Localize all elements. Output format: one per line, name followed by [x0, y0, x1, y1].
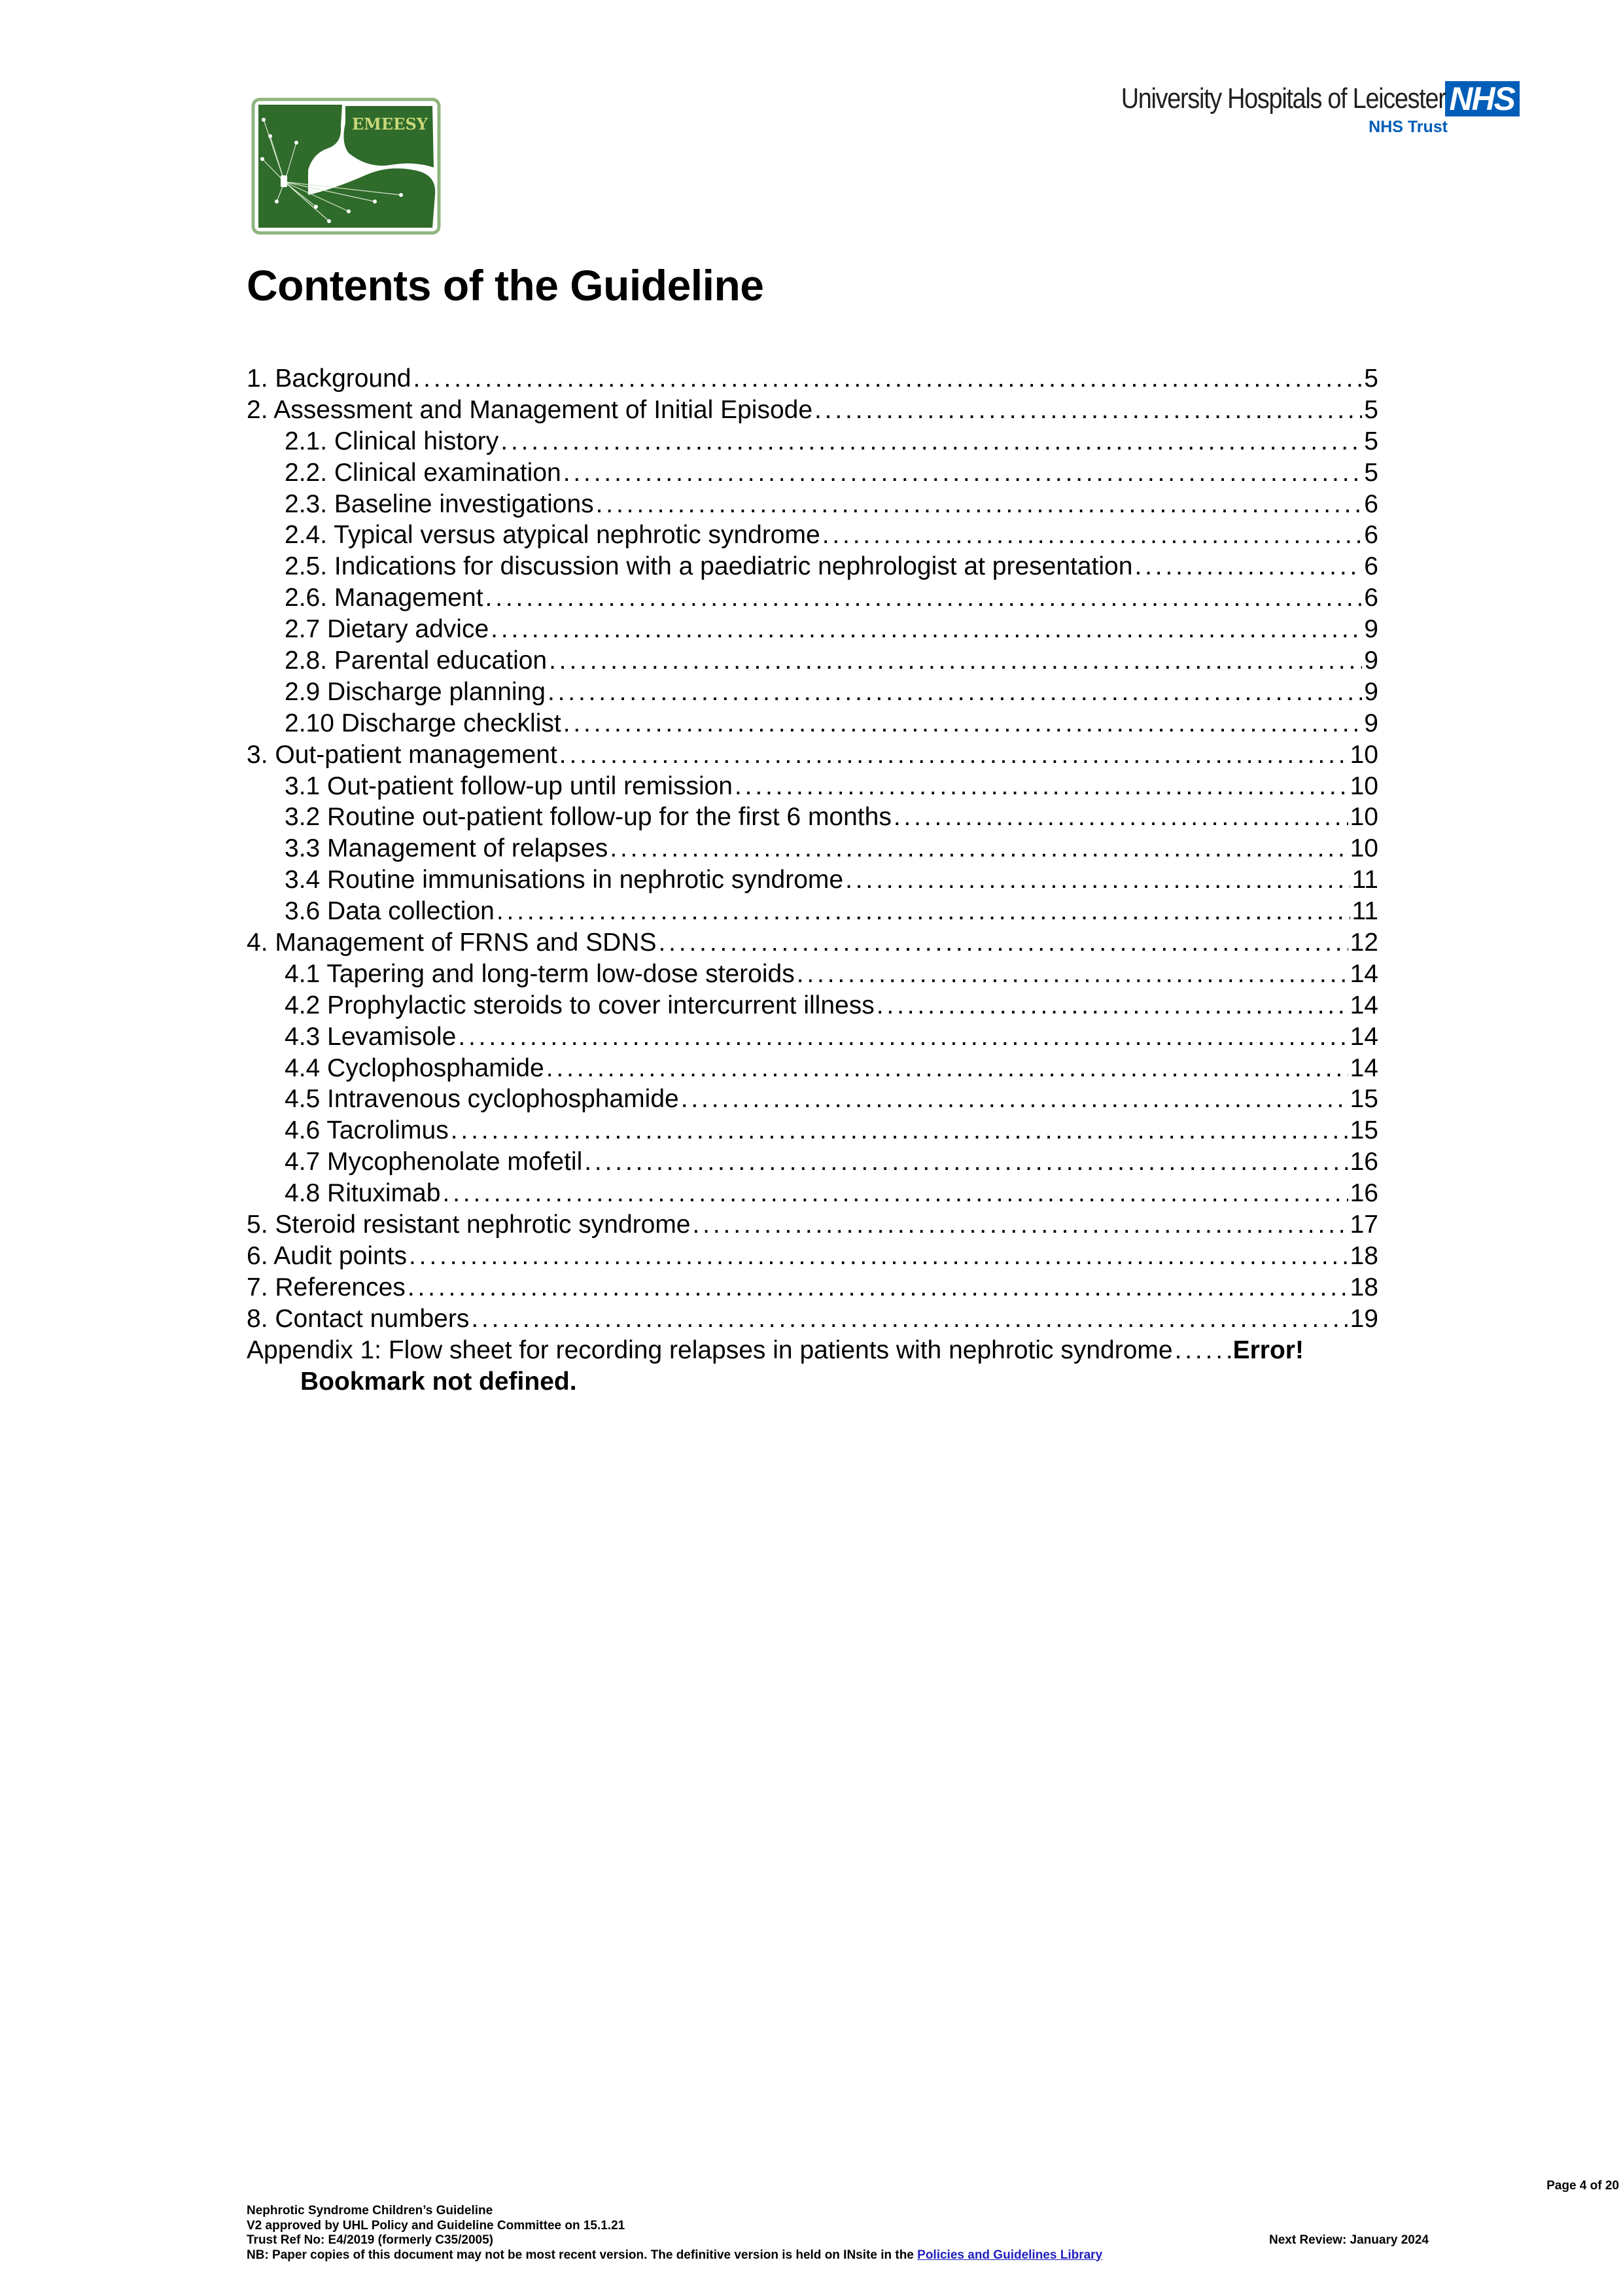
toc-entry-label: 3.2 Routine out-patient follow-up for the first 6 months: [285, 803, 892, 832]
toc-entry[interactable]: [247, 489, 1378, 520]
toc-entry-label: 4.5 Intravenous cyclophosphamide: [285, 1085, 679, 1114]
trust-header: [1068, 81, 1520, 137]
toc-leader-dots: [546, 1053, 1348, 1084]
toc-entry-page: 6: [1364, 584, 1378, 612]
toc-leader-dots: [458, 1021, 1348, 1053]
toc-entry-label: 2.5. Indications for discussion with a paediatric nephrologist at presentation: [285, 552, 1133, 581]
toc-entry[interactable]: [247, 1115, 1378, 1146]
toc-leader-dots: [693, 1209, 1348, 1241]
toc-leader-dots: [559, 739, 1348, 771]
toc-entry-label: 4.2 Prophylactic steroids to cover intercurrent illness: [285, 991, 875, 1019]
toc-entry[interactable]: [247, 739, 1378, 771]
toc-entry-page: 15: [1350, 1116, 1378, 1145]
footer-trust-ref: Trust Ref No: E4/2019 (formerly C35/2005): [247, 2233, 493, 2247]
toc-entry-label: 3.1 Out-patient follow-up until remission: [285, 771, 733, 800]
toc-entry-label: 2.3. Baseline investigations: [285, 489, 594, 518]
emeesy-logo-graphic: [251, 97, 442, 236]
toc-entry-page: 14: [1350, 991, 1378, 1019]
toc-leader-dots: [822, 520, 1363, 551]
toc-leader-dots: [1134, 551, 1362, 582]
toc-leader-dots: [413, 363, 1363, 395]
toc-entry-page: 10: [1350, 803, 1378, 832]
toc-leader-dots: [563, 457, 1363, 489]
toc-entry-label: 3. Out-patient management: [247, 740, 557, 769]
toc-entry[interactable]: [247, 1272, 1378, 1303]
toc-entry-page: 16: [1350, 1179, 1378, 1208]
logo-emeesy-text: EMEESY: [352, 115, 428, 133]
toc-entry[interactable]: [247, 927, 1378, 959]
toc-leader-dots: [500, 426, 1362, 457]
toc-entry[interactable]: [247, 1178, 1378, 1209]
toc-entry[interactable]: [247, 1303, 1378, 1335]
toc-entry-label: 3.3 Management of relapses: [285, 834, 608, 863]
toc-leader-dots: [549, 645, 1362, 677]
toc-entry[interactable]: [247, 395, 1378, 426]
toc-entry[interactable]: [247, 1241, 1378, 1272]
toc-entry-label: 5. Steroid resistant nephrotic syndrome: [247, 1210, 691, 1239]
toc-entry-page: Error!: [1232, 1335, 1304, 1364]
toc-leader-dots: [563, 708, 1363, 739]
toc-leader-dots: [485, 582, 1363, 614]
toc-leader-dots: [814, 395, 1362, 426]
footer-approval: V2 approved by UHL Policy and Guideline Committee on 15.1.21: [247, 2218, 625, 2233]
toc-entry[interactable]: [247, 1084, 1378, 1115]
toc-entry-label: 2.9 Discharge planning: [285, 677, 546, 706]
toc-entry[interactable]: [247, 457, 1378, 489]
toc-entry-label: 4.7 Mycophenolate mofetil: [285, 1148, 583, 1176]
policies-library-link[interactable]: Policies and Guidelines Library: [917, 2248, 1103, 2262]
toc-entry-page: 5: [1364, 427, 1378, 455]
toc-entry[interactable]: [247, 1053, 1378, 1084]
toc-leader-dots: [442, 1178, 1348, 1209]
toc-entry-label: Appendix 1: Flow sheet for recording relapses in patients with nephrotic syndrome: [247, 1335, 1173, 1364]
toc-leader-dots: [491, 614, 1362, 645]
toc-leader-dots: [548, 677, 1362, 708]
page-title: Contents of the Guideline: [247, 261, 764, 309]
toc-leader-dots: [894, 802, 1348, 833]
toc-entry[interactable]: [247, 426, 1378, 457]
footer-guideline-name: Nephrotic Syndrome Children’s Guideline: [247, 2204, 493, 2217]
toc-entry[interactable]: [247, 582, 1378, 614]
toc-entry[interactable]: [247, 677, 1378, 708]
toc-entry-page: 11: [1352, 866, 1378, 894]
toc-entry-label: 4. Management of FRNS and SDNS: [247, 928, 657, 957]
toc-entry-page: 11: [1352, 897, 1378, 926]
toc-entry[interactable]: [247, 1146, 1378, 1178]
toc-leader-dots: [735, 771, 1348, 802]
toc-leader-dots: [797, 959, 1348, 990]
toc-entry-page: 14: [1350, 1022, 1378, 1051]
table-of-contents: [247, 363, 1378, 1398]
page-number: Page 4 of 20: [1546, 2179, 1619, 2193]
toc-entry-page: 5: [1364, 364, 1378, 393]
trust-name: University Hospitals of Leicester: [1121, 82, 1446, 115]
toc-leader-dots: [471, 1303, 1348, 1335]
toc-leader-dots: [877, 990, 1348, 1021]
footer-disclaimer: [247, 2248, 1619, 2263]
toc-entry[interactable]: [247, 551, 1378, 582]
toc-entry[interactable]: [247, 896, 1378, 927]
toc-entry[interactable]: [247, 864, 1378, 896]
toc-entry-page: 9: [1364, 677, 1378, 706]
footer-next-review: Next Review: January 2024: [1269, 2233, 1429, 2247]
toc-leader-dots: [497, 896, 1350, 927]
toc-entry-page: 6: [1364, 521, 1378, 550]
toc-entry-page: 9: [1364, 646, 1378, 675]
toc-entry[interactable]: [247, 802, 1378, 833]
toc-entry-page: 16: [1350, 1148, 1378, 1176]
toc-entry[interactable]: [247, 1209, 1378, 1241]
toc-entry[interactable]: [247, 520, 1378, 551]
toc-entry-label: 2. Assessment and Management of Initial Episode: [247, 395, 813, 424]
toc-entry-label: 1. Background: [247, 364, 411, 393]
toc-entry-page: 18: [1350, 1273, 1378, 1301]
toc-entry-page: 9: [1364, 709, 1378, 737]
trust-name-line: [1068, 81, 1520, 116]
toc-leader-dots: [596, 489, 1363, 520]
toc-entry-label: 3.6 Data collection: [285, 897, 495, 926]
toc-leader-dots: [408, 1272, 1348, 1303]
toc-entry-label: 7. References: [247, 1273, 406, 1301]
toc-entry-page: 17: [1350, 1210, 1378, 1239]
toc-entry-page: 18: [1350, 1241, 1378, 1270]
toc-entry-page: 10: [1350, 740, 1378, 769]
toc-entry[interactable]: [247, 645, 1378, 677]
toc-entry-page: 6: [1364, 552, 1378, 581]
toc-entry-label: 4.8 Rituximab: [285, 1179, 441, 1208]
toc-leader-dots: [409, 1241, 1348, 1272]
toc-leader-dots: [584, 1146, 1348, 1178]
toc-entry[interactable]: [247, 959, 1378, 990]
toc-entry-page: 5: [1364, 395, 1378, 424]
toc-entry-label: 2.4. Typical versus atypical nephrotic syndrome: [285, 521, 820, 550]
toc-entry-label: 4.1 Tapering and long-term low-dose steroids: [285, 959, 795, 988]
toc-entry[interactable]: [247, 833, 1378, 864]
toc-entry-page: 6: [1364, 489, 1378, 518]
toc-leader-dots: [845, 864, 1350, 896]
emeesy-logo: [251, 97, 442, 236]
nhs-trust-label: NHS Trust: [1369, 118, 1448, 136]
toc-entry-label: 6. Audit points: [247, 1241, 408, 1270]
toc-entry[interactable]: [247, 614, 1378, 645]
toc-entry-label: 4.4 Cyclophosphamide: [285, 1053, 544, 1082]
toc-entry-appendix[interactable]: [247, 1335, 1378, 1366]
nhs-logo-badge: NHS: [1445, 81, 1520, 116]
toc-entry-page: 14: [1350, 1053, 1378, 1082]
toc-entry-page: 10: [1350, 771, 1378, 800]
toc-entry-label: 2.6. Management: [285, 584, 483, 612]
toc-entry[interactable]: [247, 771, 1378, 802]
toc-leader-dots: [658, 927, 1348, 959]
footer-lines: [247, 2204, 1619, 2263]
toc-entry[interactable]: [247, 708, 1378, 739]
toc-entry-page: 5: [1364, 458, 1378, 487]
toc-entry[interactable]: [247, 990, 1378, 1021]
toc-entry[interactable]: [247, 1021, 1378, 1053]
toc-entry[interactable]: [247, 363, 1378, 395]
toc-entry-page: 14: [1350, 959, 1378, 988]
toc-leader-dots: [681, 1084, 1348, 1115]
toc-entry-page: 12: [1350, 928, 1378, 957]
bookmark-error-text: Bookmark not defined.: [300, 1367, 577, 1396]
toc-entry-label: 2.2. Clinical examination: [285, 458, 561, 487]
toc-entry-page: 19: [1350, 1304, 1378, 1333]
toc-entry-label: 2.1. Clinical history: [285, 427, 499, 455]
toc-entry-label: 8. Contact numbers: [247, 1304, 470, 1333]
toc-entry-label: 4.3 Levamisole: [285, 1022, 457, 1051]
toc-entry-page: 10: [1350, 834, 1378, 863]
toc-entry-label: 2.8. Parental education: [285, 646, 548, 675]
toc-leader-dots: [451, 1115, 1348, 1146]
toc-entry-page: 15: [1350, 1085, 1378, 1114]
toc-leader-dots: [1175, 1335, 1231, 1366]
toc-entry-label: 3.4 Routine immunisations in nephrotic syndrome: [285, 866, 844, 894]
footer-disclaimer-text: NB: Paper copies of this document may not be most recent version. The definitive version is held on INsite in the: [247, 2248, 918, 2262]
toc-entry-label: 2.7 Dietary advice: [285, 615, 489, 644]
footer-trust-ref-row: [247, 2233, 1619, 2248]
toc-entry-label: 2.10 Discharge checklist: [285, 709, 561, 737]
toc-leader-dots: [610, 833, 1348, 864]
toc-entry-label: 4.6 Tacrolimus: [285, 1116, 449, 1145]
toc-entry-page: 9: [1364, 615, 1378, 644]
